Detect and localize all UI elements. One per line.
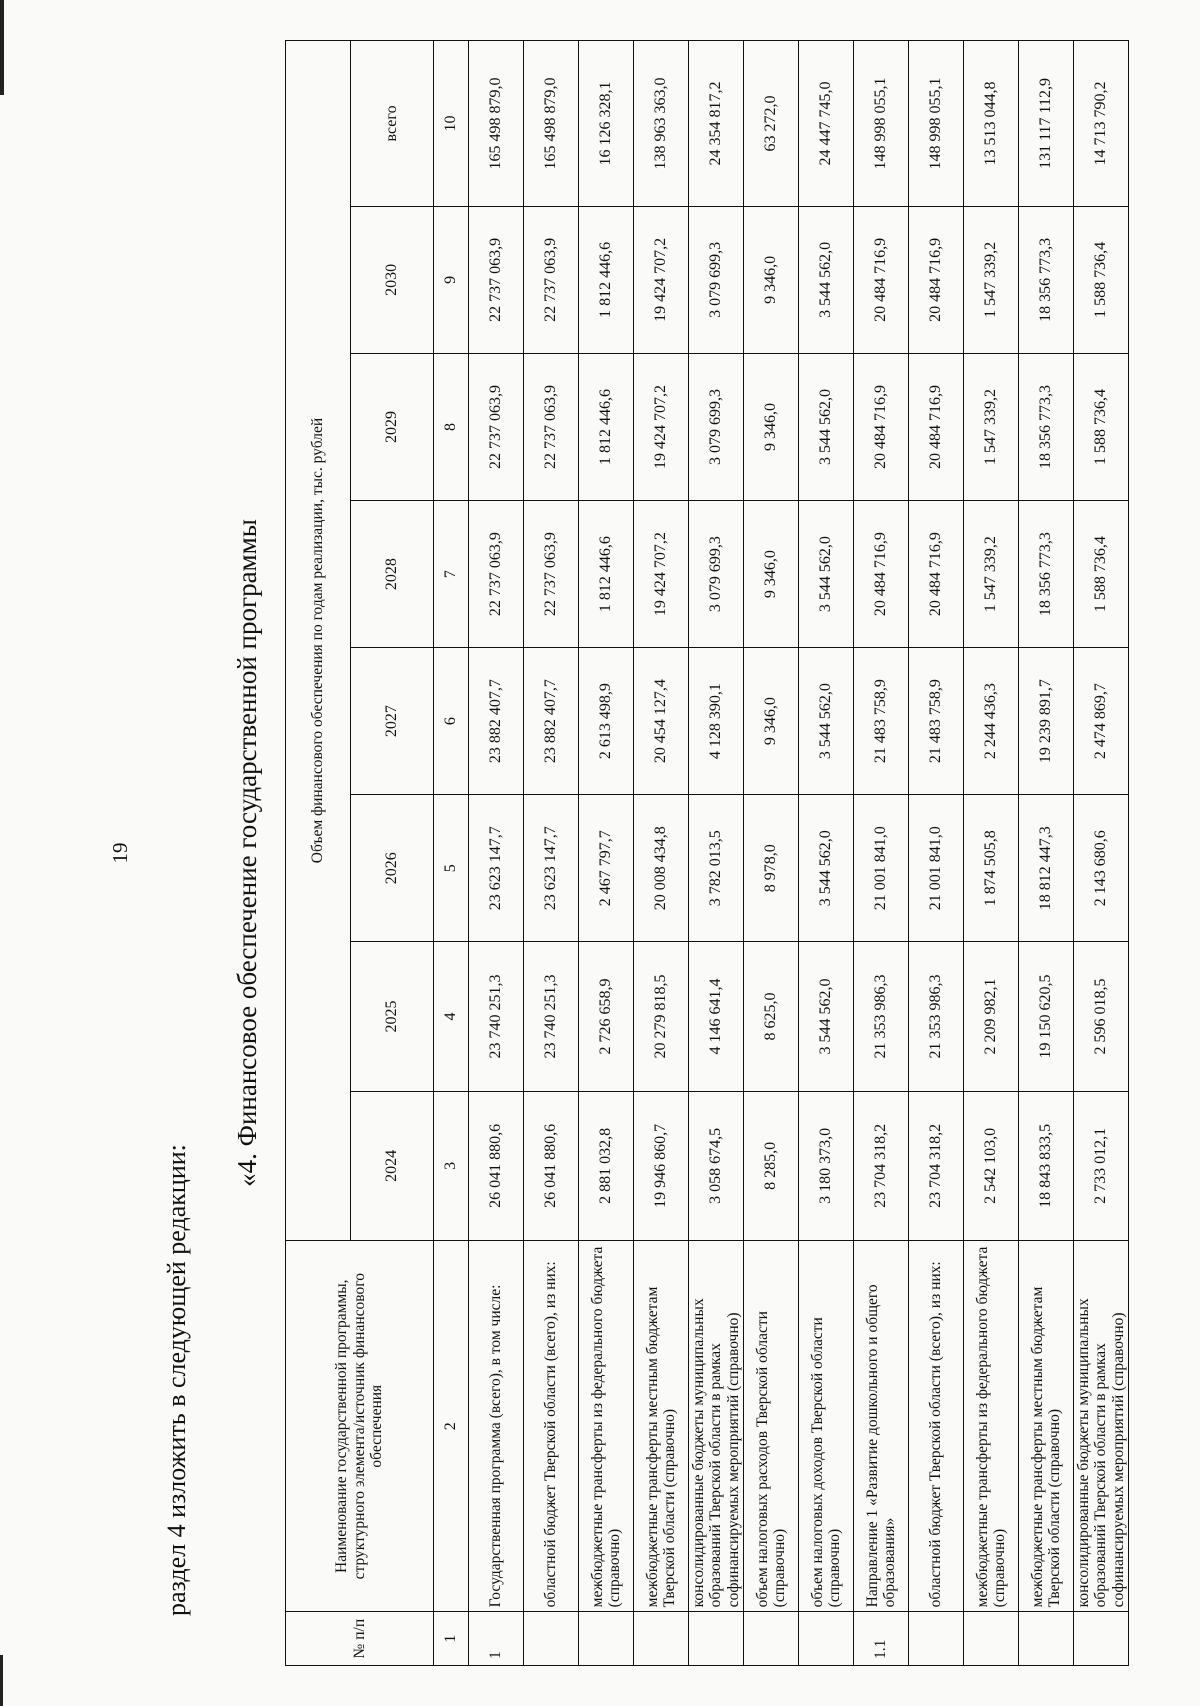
- row-year-value: 3 544 562,0: [799, 795, 854, 942]
- row-year-value: 1 812 446,6: [579, 501, 634, 648]
- row-year-value: 18 843 833,5: [1019, 1091, 1074, 1240]
- row-year-value: 3 058 674,5: [689, 1091, 744, 1240]
- row-total-value: 24 447 745,0: [799, 41, 854, 207]
- row-number: [1074, 1612, 1129, 1666]
- row-year-value: 8 978,0: [744, 795, 799, 942]
- row-year-value: 1 547 339,2: [964, 353, 1019, 500]
- row-name: Направление 1 «Развитие дошкольного и общего образования»: [854, 1241, 909, 1612]
- table-row: [1019, 41, 1074, 1666]
- row-name: консолидированные бюджеты муниципальных образований Тверской области в рамках софинансируемых мероприятий (справочно): [1074, 1241, 1129, 1612]
- row-year-value: 20 484 716,9: [854, 501, 909, 648]
- row-year-value: 3 180 373,0: [799, 1091, 854, 1240]
- row-year-value: 3 544 562,0: [799, 353, 854, 500]
- row-total-value: 165 498 879,0: [524, 41, 579, 207]
- row-name: межбюджетные трансферты местным бюджетам Тверской области (справочно): [1019, 1241, 1074, 1612]
- row-year-value: 20 484 716,9: [909, 501, 964, 648]
- row-year-value: 3 782 013,5: [689, 795, 744, 942]
- row-year-value: 21 001 841,0: [854, 795, 909, 942]
- column-number: 7: [434, 501, 469, 648]
- row-year-value: 22 737 063,9: [469, 501, 524, 648]
- row-name: объем налоговых доходов Тверской области (справочно): [799, 1241, 854, 1612]
- row-year-value: 8 625,0: [744, 942, 799, 1091]
- row-year-value: 18 356 773,3: [1019, 501, 1074, 648]
- row-year-value: 3 544 562,0: [799, 206, 854, 353]
- row-year-value: 21 483 758,9: [854, 648, 909, 795]
- row-number: [799, 1612, 854, 1666]
- row-year-value: 26 041 880,6: [524, 1091, 579, 1240]
- header-col-no: № п/п: [286, 1612, 434, 1666]
- header-total: всего: [351, 41, 434, 207]
- header-year: 2027: [351, 648, 434, 795]
- intro-text: раздел 4 изложить в следующей редакции:: [162, 1144, 191, 1616]
- row-name: областной бюджет Тверской области (всего), из них:: [909, 1241, 964, 1612]
- row-year-value: 19 424 707,2: [634, 206, 689, 353]
- row-year-value: 23 740 251,3: [469, 942, 524, 1091]
- row-name: областной бюджет Тверской области (всего), из них:: [524, 1241, 579, 1612]
- row-year-value: 3 544 562,0: [799, 648, 854, 795]
- row-year-value: 9 346,0: [744, 648, 799, 795]
- row-year-value: 2 143 680,6: [1074, 795, 1129, 942]
- row-year-value: 23 740 251,3: [524, 942, 579, 1091]
- page-number: 19: [108, 842, 132, 864]
- header-year: 2030: [351, 206, 434, 353]
- row-year-value: 2 209 982,1: [964, 942, 1019, 1091]
- row-year-value: 2 881 032,8: [579, 1091, 634, 1240]
- row-year-value: 1 874 505,8: [964, 795, 1019, 942]
- row-year-value: 23 882 407,7: [469, 648, 524, 795]
- row-year-value: 3 079 699,3: [689, 501, 744, 648]
- row-year-value: 20 484 716,9: [909, 353, 964, 500]
- row-year-value: 2 474 869,7: [1074, 648, 1129, 795]
- section-heading: «4. Финансовое обеспечение государственной программы: [232, 519, 262, 1187]
- row-total-value: 13 513 044,8: [964, 41, 1019, 207]
- table-row: [964, 41, 1019, 1666]
- table-row: [744, 41, 799, 1666]
- row-total-value: 24 354 817,2: [689, 41, 744, 207]
- column-number: 5: [434, 795, 469, 942]
- header-volume-group: Объем финансового обеспечения по годам реализации, тыс. рублей: [286, 41, 351, 1241]
- row-year-value: 22 737 063,9: [524, 501, 579, 648]
- row-year-value: 2 726 658,9: [579, 942, 634, 1091]
- row-year-value: 3 079 699,3: [689, 206, 744, 353]
- row-year-value: 1 547 339,2: [964, 501, 1019, 648]
- row-year-value: 1 812 446,6: [579, 353, 634, 500]
- row-year-value: 9 346,0: [744, 206, 799, 353]
- row-year-value: 20 008 434,8: [634, 795, 689, 942]
- row-year-value: 8 285,0: [744, 1091, 799, 1240]
- row-number: 1: [469, 1612, 524, 1666]
- row-year-value: 20 279 818,5: [634, 942, 689, 1091]
- row-year-value: 20 484 716,9: [854, 206, 909, 353]
- table-row: [579, 41, 634, 1666]
- row-name: объем налоговых расходов Тверской области (справочно): [744, 1241, 799, 1612]
- table-row: [634, 41, 689, 1666]
- row-year-value: 23 623 147,7: [469, 795, 524, 942]
- row-year-value: 19 946 860,7: [634, 1091, 689, 1240]
- row-year-value: 19 150 620,5: [1019, 942, 1074, 1091]
- row-year-value: 18 356 773,3: [1019, 353, 1074, 500]
- row-year-value: 4 146 641,4: [689, 942, 744, 1091]
- header-year: 2024: [351, 1091, 434, 1240]
- row-total-value: 148 998 055,1: [909, 41, 964, 207]
- row-number: [1019, 1612, 1074, 1666]
- row-year-value: 3 079 699,3: [689, 353, 744, 500]
- row-name: межбюджетные трансферты из федерального бюджета (справочно): [579, 1241, 634, 1612]
- row-year-value: 22 737 063,9: [469, 206, 524, 353]
- row-year-value: 9 346,0: [744, 353, 799, 500]
- table-row: [524, 41, 579, 1666]
- table-row: [689, 41, 744, 1666]
- header-year: 2026: [351, 795, 434, 942]
- row-year-value: 2 596 018,5: [1074, 942, 1129, 1091]
- row-year-value: 9 346,0: [744, 501, 799, 648]
- row-year-value: 1 588 736,4: [1074, 501, 1129, 648]
- row-year-value: 22 737 063,9: [524, 353, 579, 500]
- header-year: 2028: [351, 501, 434, 648]
- header-year: 2025: [351, 942, 434, 1091]
- row-year-value: 1 588 736,4: [1074, 206, 1129, 353]
- row-year-value: 23 882 407,7: [524, 648, 579, 795]
- row-number: [634, 1612, 689, 1666]
- row-year-value: 19 239 891,7: [1019, 648, 1074, 795]
- row-total-value: 138 963 363,0: [634, 41, 689, 207]
- row-year-value: 19 424 707,2: [634, 501, 689, 648]
- row-number: [744, 1612, 799, 1666]
- row-year-value: 2 244 436,3: [964, 648, 1019, 795]
- row-year-value: 20 454 127,4: [634, 648, 689, 795]
- table-row: [909, 41, 964, 1666]
- table-row: [469, 41, 524, 1666]
- header-col-name: Наименование государственной программы, структурного элемента/источник финансового обеспечения: [286, 1241, 434, 1612]
- column-number: 9: [434, 206, 469, 353]
- financing-table: [285, 40, 1129, 1666]
- row-year-value: 26 041 880,6: [469, 1091, 524, 1240]
- row-year-value: 1 812 446,6: [579, 206, 634, 353]
- row-year-value: 20 484 716,9: [854, 353, 909, 500]
- row-year-value: 3 544 562,0: [799, 501, 854, 648]
- row-year-value: 23 704 318,2: [909, 1091, 964, 1240]
- row-number: [524, 1612, 579, 1666]
- row-year-value: 2 613 498,9: [579, 648, 634, 795]
- row-year-value: 23 704 318,2: [854, 1091, 909, 1240]
- row-year-value: 21 353 986,3: [854, 942, 909, 1091]
- row-number: [909, 1612, 964, 1666]
- column-number: 1: [434, 1612, 469, 1666]
- row-year-value: 21 353 986,3: [909, 942, 964, 1091]
- row-total-value: 131 117 112,9: [1019, 41, 1074, 207]
- row-number: 1.1: [854, 1612, 909, 1666]
- table-row: [799, 41, 854, 1666]
- row-year-value: 1 547 339,2: [964, 206, 1019, 353]
- row-year-value: 21 483 758,9: [909, 648, 964, 795]
- row-year-value: 21 001 841,0: [909, 795, 964, 942]
- row-number: [689, 1612, 744, 1666]
- column-number: 3: [434, 1091, 469, 1240]
- row-year-value: 22 737 063,9: [469, 353, 524, 500]
- row-year-value: 19 424 707,2: [634, 353, 689, 500]
- row-year-value: 22 737 063,9: [524, 206, 579, 353]
- row-total-value: 148 998 055,1: [854, 41, 909, 207]
- row-total-value: 63 272,0: [744, 41, 799, 207]
- row-name: межбюджетные трансферты из федерального бюджета (справочно): [964, 1241, 1019, 1612]
- row-year-value: 1 588 736,4: [1074, 353, 1129, 500]
- header-year: 2029: [351, 353, 434, 500]
- column-number: 2: [434, 1241, 469, 1612]
- row-total-value: 14 713 790,2: [1074, 41, 1129, 207]
- row-year-value: 2 467 797,7: [579, 795, 634, 942]
- row-name: Государственная программа (всего), в том числе:: [469, 1241, 524, 1612]
- column-number: 6: [434, 648, 469, 795]
- column-number: 8: [434, 353, 469, 500]
- table-body: [469, 41, 1129, 1666]
- row-year-value: 20 484 716,9: [909, 206, 964, 353]
- row-year-value: 2 733 012,1: [1074, 1091, 1129, 1240]
- row-number: [964, 1612, 1019, 1666]
- row-name: консолидированные бюджеты муниципальных образований Тверской области в рамках софинансируемых мероприятий (справочно): [689, 1241, 744, 1612]
- column-number: 4: [434, 942, 469, 1091]
- row-year-value: 18 356 773,3: [1019, 206, 1074, 353]
- row-year-value: 3 544 562,0: [799, 942, 854, 1091]
- row-year-value: 23 623 147,7: [524, 795, 579, 942]
- column-number: 10: [434, 41, 469, 207]
- table-row: [1074, 41, 1129, 1666]
- table-row: [854, 41, 909, 1666]
- row-year-value: 18 812 447,3: [1019, 795, 1074, 942]
- row-total-value: 165 498 879,0: [469, 41, 524, 207]
- row-year-value: 2 542 103,0: [964, 1091, 1019, 1240]
- row-name: межбюджетные трансферты местным бюджетам Тверской области (справочно): [634, 1241, 689, 1612]
- row-number: [579, 1612, 634, 1666]
- row-year-value: 4 128 390,1: [689, 648, 744, 795]
- row-total-value: 16 126 328,1: [579, 41, 634, 207]
